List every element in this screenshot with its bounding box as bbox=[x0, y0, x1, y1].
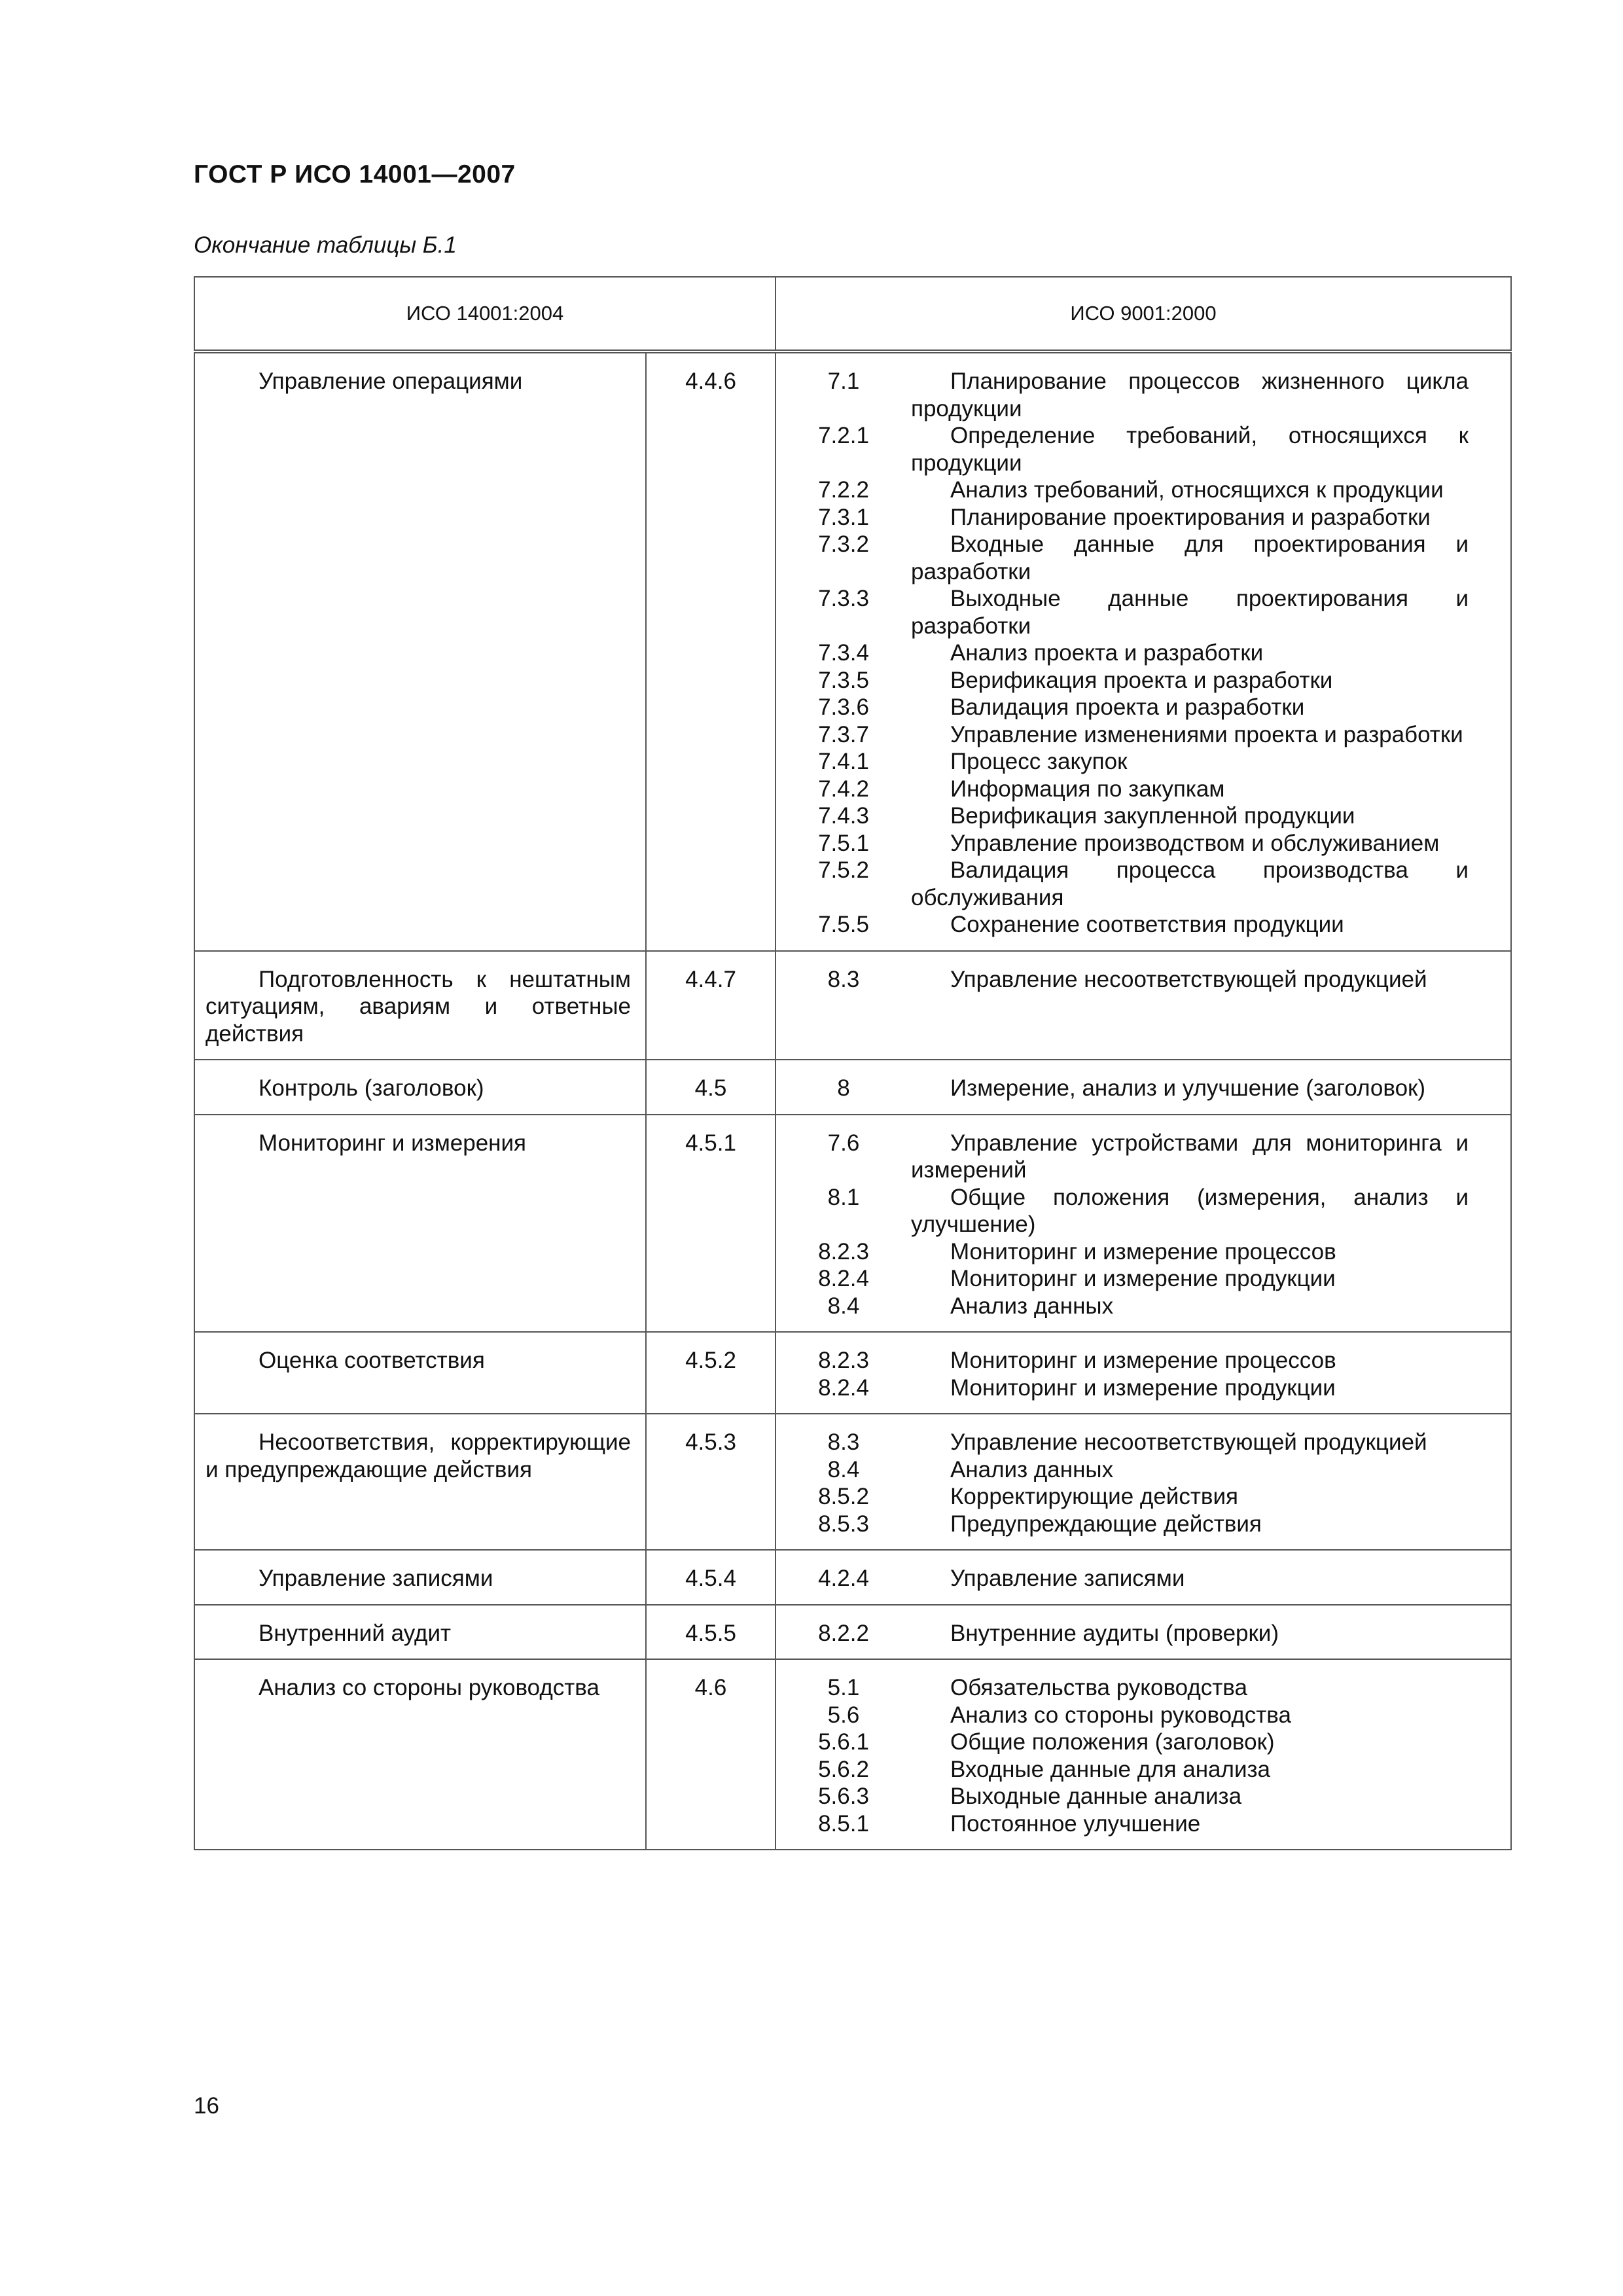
iso9001-reference bbox=[776, 422, 1510, 476]
iso9001-clause-title: Анализ со стороны руководства bbox=[950, 1702, 1291, 1728]
iso9001-reference bbox=[776, 721, 1510, 749]
iso14001-section-name: Оценка соответствия bbox=[259, 1348, 485, 1373]
iso9001-clause-title: Планирование процессов жизненного цикла продукции bbox=[911, 368, 1469, 422]
iso14001-section-cell bbox=[194, 1332, 646, 1414]
iso9001-clause-number: 8.4 bbox=[827, 1456, 860, 1482]
table-row bbox=[194, 1550, 1511, 1605]
iso14001-clause-number: 4.5.3 bbox=[685, 1429, 736, 1455]
iso9001-clause-title: Измерение, анализ и улучшение (заголовок) bbox=[950, 1075, 1426, 1101]
iso14001-clause-cell bbox=[646, 1060, 776, 1115]
table-row bbox=[194, 1115, 1511, 1333]
iso14001-section-cell bbox=[194, 1115, 646, 1333]
iso14001-clause-cell bbox=[646, 1115, 776, 1333]
iso9001-references-cell bbox=[776, 351, 1511, 951]
iso9001-reference bbox=[776, 1347, 1510, 1374]
iso9001-clause-title: Управление изменениями проекта и разработки bbox=[950, 721, 1463, 747]
iso14001-clause-cell bbox=[646, 351, 776, 951]
iso9001-clause-number: 7.3.3 bbox=[818, 586, 869, 611]
iso9001-reference bbox=[776, 1783, 1510, 1810]
iso9001-clause-title: Анализ проекта и разработки bbox=[950, 640, 1264, 666]
table-row bbox=[194, 351, 1511, 951]
iso9001-reference bbox=[776, 476, 1510, 504]
iso9001-reference bbox=[776, 911, 1510, 939]
iso9001-clause-title: Определение требований, относящихся к продукции bbox=[911, 423, 1469, 476]
iso9001-references-cell bbox=[776, 1115, 1511, 1333]
iso14001-section-name: Подготовленность к нештатным ситуациям, авариям и ответные действия bbox=[205, 966, 631, 1047]
iso9001-reference bbox=[776, 1374, 1510, 1402]
iso9001-reference bbox=[776, 531, 1510, 585]
iso9001-clause-title: Корректирующие действия bbox=[950, 1484, 1238, 1509]
iso9001-clause-number: 8.3 bbox=[827, 1429, 860, 1455]
iso9001-clause-number: 7.2.2 bbox=[818, 477, 869, 503]
iso9001-clause-title: Верификация закупленной продукции bbox=[950, 803, 1355, 829]
header-iso14001: ИСО 14001:2004 bbox=[194, 277, 776, 351]
iso9001-reference bbox=[776, 802, 1510, 830]
iso14001-clause-number: 4.5.2 bbox=[685, 1348, 736, 1373]
iso9001-clause-title: Валидация процесса производства и обслуживания bbox=[911, 857, 1469, 910]
iso9001-clause-number: 7.4.1 bbox=[818, 749, 869, 774]
page-number: 16 bbox=[194, 2093, 219, 2119]
iso9001-clause-title: Входные данные для анализа bbox=[950, 1756, 1271, 1782]
iso9001-clause-number: 8.2.3 bbox=[818, 1238, 869, 1265]
iso9001-clause-title: Управление производством и обслуживанием bbox=[950, 830, 1440, 856]
iso9001-clause-number: 7.5.1 bbox=[818, 830, 869, 856]
iso9001-clause-number: 8.3 bbox=[827, 966, 860, 992]
iso9001-reference bbox=[776, 667, 1510, 694]
iso14001-section-cell bbox=[194, 1060, 646, 1115]
iso14001-section-name: Несоответствия, корректирующие и предупреждающие действия bbox=[205, 1429, 631, 1482]
iso9001-clause-number: 5.6.1 bbox=[818, 1729, 869, 1755]
iso14001-clause-number: 4.5.1 bbox=[685, 1130, 736, 1156]
iso9001-clause-number: 7.4.2 bbox=[818, 776, 869, 802]
iso9001-reference bbox=[776, 1810, 1510, 1838]
iso9001-reference bbox=[776, 748, 1510, 776]
iso9001-clause-title: Мониторинг и измерение процессов bbox=[950, 1348, 1336, 1373]
iso14001-section-name: Внутренний аудит bbox=[259, 1620, 452, 1646]
iso9001-reference bbox=[776, 1511, 1510, 1538]
iso9001-clause-number: 8.2.4 bbox=[818, 1374, 869, 1401]
iso14001-clause-cell bbox=[646, 951, 776, 1060]
iso14001-section-cell bbox=[194, 1659, 646, 1850]
iso9001-clause-title: Постоянное улучшение bbox=[950, 1810, 1201, 1837]
iso9001-clause-title: Обязательства руководства bbox=[950, 1675, 1247, 1700]
iso9001-clause-title: Внутренние аудиты (проверки) bbox=[950, 1620, 1279, 1646]
iso9001-clause-title: Процесс закупок bbox=[950, 749, 1128, 774]
iso9001-reference bbox=[776, 1620, 1510, 1647]
iso9001-clause-number: 8.5.1 bbox=[818, 1810, 869, 1837]
table-row bbox=[194, 1659, 1511, 1850]
iso14001-section-name: Управление операциями bbox=[259, 368, 523, 394]
table-caption: Окончание таблицы Б.1 bbox=[194, 232, 457, 258]
iso9001-clause-number: 5.6.2 bbox=[818, 1756, 869, 1782]
iso14001-clause-number: 4.6 bbox=[694, 1675, 727, 1700]
iso9001-clause-number: 8 bbox=[837, 1075, 850, 1101]
iso14001-clause-number: 4.5 bbox=[694, 1075, 727, 1101]
iso9001-reference bbox=[776, 1756, 1510, 1784]
iso9001-clause-title: Информация по закупкам bbox=[950, 776, 1225, 802]
iso9001-reference bbox=[776, 1238, 1510, 1266]
iso9001-clause-number: 7.3.2 bbox=[818, 531, 869, 557]
iso9001-clause-number: 7.5.5 bbox=[818, 912, 869, 937]
table-row bbox=[194, 1332, 1511, 1414]
iso9001-references-cell bbox=[776, 1332, 1511, 1414]
table-row bbox=[194, 1414, 1511, 1550]
iso14001-clause-cell bbox=[646, 1659, 776, 1850]
iso14001-section-cell bbox=[194, 351, 646, 951]
iso9001-reference bbox=[776, 1483, 1510, 1511]
iso9001-clause-title: Мониторинг и измерение продукции bbox=[950, 1266, 1336, 1291]
iso14001-clause-number: 4.4.7 bbox=[685, 966, 736, 992]
iso9001-references-cell bbox=[776, 1605, 1511, 1660]
iso9001-clause-number: 7.6 bbox=[827, 1130, 860, 1156]
iso9001-reference bbox=[776, 1429, 1510, 1456]
iso9001-reference bbox=[776, 1265, 1510, 1293]
iso9001-clause-title: Сохранение соответствия продукции bbox=[950, 912, 1344, 937]
iso9001-clause-title: Мониторинг и измерение процессов bbox=[950, 1238, 1336, 1265]
iso9001-reference bbox=[776, 830, 1510, 857]
iso9001-references-cell bbox=[776, 1060, 1511, 1115]
iso14001-clause-number: 4.5.4 bbox=[685, 1566, 736, 1591]
iso9001-reference bbox=[776, 1075, 1510, 1102]
iso9001-clause-number: 7.4.3 bbox=[818, 803, 869, 829]
iso14001-clause-cell bbox=[646, 1550, 776, 1605]
iso9001-clause-number: 7.3.5 bbox=[818, 667, 869, 693]
iso9001-clause-title: Планирование проектирования и разработки bbox=[950, 504, 1431, 530]
iso9001-reference bbox=[776, 1184, 1510, 1238]
iso9001-clause-title: Предупреждающие действия bbox=[950, 1511, 1262, 1537]
iso9001-clause-title: Выходные данные анализа bbox=[950, 1784, 1242, 1809]
iso9001-clause-number: 7.5.2 bbox=[818, 857, 869, 883]
iso9001-clause-number: 7.3.7 bbox=[818, 721, 869, 747]
iso9001-reference bbox=[776, 857, 1510, 911]
iso14001-section-cell bbox=[194, 1414, 646, 1550]
iso14001-clause-cell bbox=[646, 1332, 776, 1414]
iso14001-section-cell bbox=[194, 951, 646, 1060]
iso9001-clause-number: 4.2.4 bbox=[818, 1566, 869, 1591]
iso9001-clause-number: 5.6.3 bbox=[818, 1784, 869, 1809]
iso9001-reference bbox=[776, 1702, 1510, 1729]
iso9001-clause-title: Управление записями bbox=[950, 1566, 1185, 1591]
iso9001-references-cell bbox=[776, 1659, 1511, 1850]
table-row bbox=[194, 951, 1511, 1060]
iso9001-reference bbox=[776, 504, 1510, 531]
iso14001-clause-number: 4.5.5 bbox=[685, 1620, 736, 1646]
iso9001-clause-number: 8.2.2 bbox=[818, 1620, 869, 1646]
iso9001-clause-number: 8.2.4 bbox=[818, 1266, 869, 1291]
iso9001-clause-number: 8.2.3 bbox=[818, 1348, 869, 1373]
iso14001-clause-number: 4.4.6 bbox=[685, 368, 736, 394]
iso9001-clause-title: Управление несоответствующей продукцией bbox=[950, 1429, 1427, 1455]
iso9001-reference bbox=[776, 1729, 1510, 1756]
iso14001-section-name: Мониторинг и измерения bbox=[259, 1130, 526, 1156]
iso9001-clause-number: 8.5.2 bbox=[818, 1484, 869, 1509]
iso9001-clause-number: 5.1 bbox=[827, 1675, 860, 1700]
iso9001-reference bbox=[776, 1293, 1510, 1320]
iso9001-reference bbox=[776, 1456, 1510, 1484]
iso9001-reference bbox=[776, 694, 1510, 721]
iso9001-clause-title: Валидация проекта и разработки bbox=[950, 694, 1305, 720]
iso14001-section-name: Контроль (заголовок) bbox=[259, 1075, 484, 1101]
iso9001-clause-title: Мониторинг и измерение продукции bbox=[950, 1374, 1336, 1401]
table-row bbox=[194, 1605, 1511, 1660]
iso9001-reference bbox=[776, 776, 1510, 803]
iso9001-reference bbox=[776, 368, 1510, 422]
header-iso9001: ИСО 9001:2000 bbox=[776, 277, 1511, 351]
iso9001-clause-number: 7.3.6 bbox=[818, 694, 869, 720]
iso9001-reference bbox=[776, 639, 1510, 667]
iso9001-clause-number: 7.2.1 bbox=[818, 423, 869, 448]
iso9001-reference bbox=[776, 1565, 1510, 1592]
iso14001-clause-cell bbox=[646, 1605, 776, 1660]
iso9001-reference bbox=[776, 1130, 1510, 1184]
iso9001-clause-title: Управление несоответствующей продукцией bbox=[950, 966, 1427, 992]
comparison-table bbox=[194, 276, 1512, 1850]
iso9001-clause-title: Анализ требований, относящихся к продукции bbox=[950, 477, 1444, 503]
iso9001-reference bbox=[776, 1674, 1510, 1702]
table-header-row bbox=[194, 277, 1511, 351]
iso14001-section-cell bbox=[194, 1605, 646, 1660]
table-row bbox=[194, 1060, 1511, 1115]
iso9001-references-cell bbox=[776, 1550, 1511, 1605]
iso9001-clause-number: 8.5.3 bbox=[818, 1511, 869, 1537]
iso14001-section-name: Анализ со стороны руководства bbox=[259, 1675, 599, 1700]
iso9001-clause-title: Анализ данных bbox=[950, 1293, 1114, 1319]
iso9001-clause-number: 5.6 bbox=[827, 1702, 860, 1728]
iso9001-clause-number: 8.4 bbox=[827, 1293, 860, 1319]
iso9001-clause-title: Входные данные для проектирования и разработки bbox=[911, 531, 1469, 584]
iso9001-references-cell bbox=[776, 1414, 1511, 1550]
iso9001-clause-title: Выходные данные проектирования и разработки bbox=[911, 586, 1469, 639]
iso9001-clause-title: Общие положения (измерения, анализ и улучшение) bbox=[911, 1184, 1469, 1237]
iso9001-reference bbox=[776, 966, 1510, 994]
iso9001-clause-title: Управление устройствами для мониторинга и измерений bbox=[911, 1130, 1469, 1183]
iso14001-section-name: Управление записями bbox=[259, 1566, 493, 1591]
iso9001-clause-title: Общие положения (заголовок) bbox=[950, 1729, 1275, 1755]
iso14001-section-cell bbox=[194, 1550, 646, 1605]
document-title: ГОСТ Р ИСО 14001—2007 bbox=[194, 160, 516, 188]
iso14001-clause-cell bbox=[646, 1414, 776, 1550]
iso9001-clause-number: 8.1 bbox=[827, 1184, 860, 1210]
iso9001-clause-number: 7.1 bbox=[827, 368, 860, 394]
iso9001-reference bbox=[776, 585, 1510, 639]
iso9001-clause-number: 7.3.1 bbox=[818, 504, 869, 530]
iso9001-clause-title: Анализ данных bbox=[950, 1456, 1114, 1482]
iso9001-references-cell bbox=[776, 951, 1511, 1060]
iso9001-clause-number: 7.3.4 bbox=[818, 640, 869, 666]
iso9001-clause-title: Верификация проекта и разработки bbox=[950, 667, 1333, 693]
